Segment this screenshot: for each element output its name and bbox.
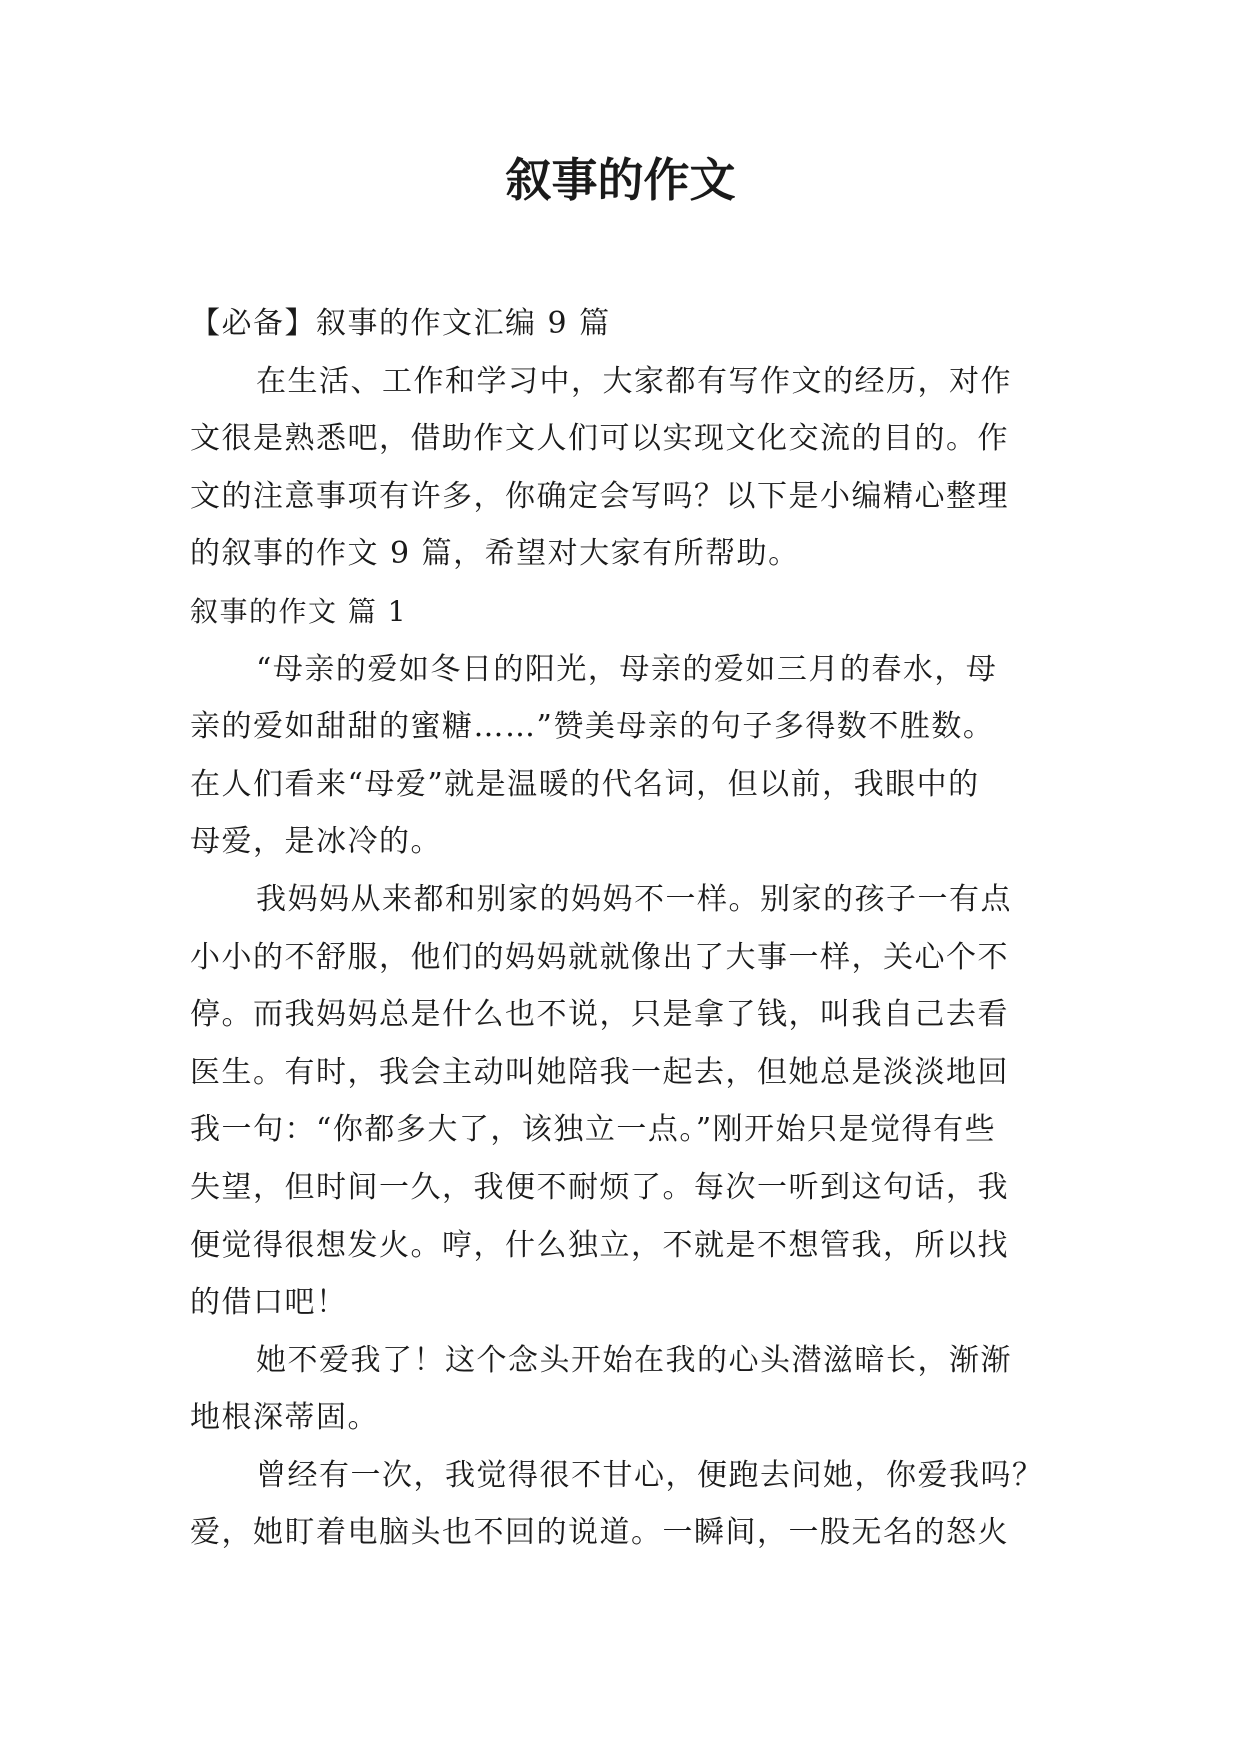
document-title: 叙事的作文 <box>505 153 736 207</box>
text-line: 爱，她盯着电脑头也不回的说道。一瞬间，一股无名的怒火 <box>190 1515 1009 1551</box>
text-line: “母亲的爱如冬日的阳光，母亲的爱如三月的春水，母 <box>256 651 998 687</box>
text-line: 的借口吧！ <box>190 1285 348 1321</box>
body-paragraph <box>190 1447 1070 1562</box>
document-body <box>190 295 1070 1562</box>
intro-paragraph <box>190 353 1070 583</box>
text-line: 的叙事的作文 9 篇，希望对大家有所帮助。 <box>190 536 800 572</box>
document-subtitle: 【必备】叙事的作文汇编 9 篇 <box>190 306 611 341</box>
text-line: 在人们看来“母爱”就是温暖的代名词，但以前，我眼中的 <box>190 766 980 802</box>
text-line: 亲的爱如甜甜的蜜糖……”赞美母亲的句子多得数不胜数。 <box>190 709 995 745</box>
text-line: 小小的不舒服，他们的妈妈就就像出了大事一样，关心个不 <box>190 939 1009 975</box>
body-paragraph <box>190 1332 1070 1447</box>
text-line: 文的注意事项有许多，你确定会写吗？以下是小编精心整理 <box>190 478 1009 514</box>
text-line: 母爱，是冰冷的。 <box>190 824 442 860</box>
text-line: 文很是熟悉吧，借助作文人们可以实现文化交流的目的。作 <box>190 421 1009 457</box>
text-line: 我一句：“你都多大了，该独立一点。”刚开始只是觉得有些 <box>190 1112 997 1148</box>
text-line: 停。而我妈妈总是什么也不说，只是拿了钱，叫我自己去看 <box>190 997 1009 1033</box>
text-line: 地根深蒂固。 <box>190 1400 379 1436</box>
text-line: 医生。有时，我会主动叫她陪我一起去，但她总是淡淡地回 <box>190 1054 1009 1090</box>
text-line: 失望，但时间一久，我便不耐烦了。每次一听到这句话，我 <box>190 1169 1009 1205</box>
text-line: 她不爱我了！这个念头开始在我的心头潜滋暗长，渐渐 <box>256 1342 1012 1378</box>
text-line: 我妈妈从来都和别家的妈妈不一样。别家的孩子一有点 <box>256 881 1012 917</box>
body-paragraph <box>190 871 1070 1332</box>
text-line: 在生活、工作和学习中，大家都有写作文的经历，对作 <box>256 363 1012 399</box>
body-paragraph <box>190 641 1070 871</box>
text-line: 便觉得很想发火。哼，什么独立，不就是不想管我，所以找 <box>190 1227 1009 1263</box>
text-line: 曾经有一次，我觉得很不甘心，便跑去问她，你爱我吗？ <box>256 1457 1044 1493</box>
section-heading: 叙事的作文 篇 1 <box>190 594 408 628</box>
